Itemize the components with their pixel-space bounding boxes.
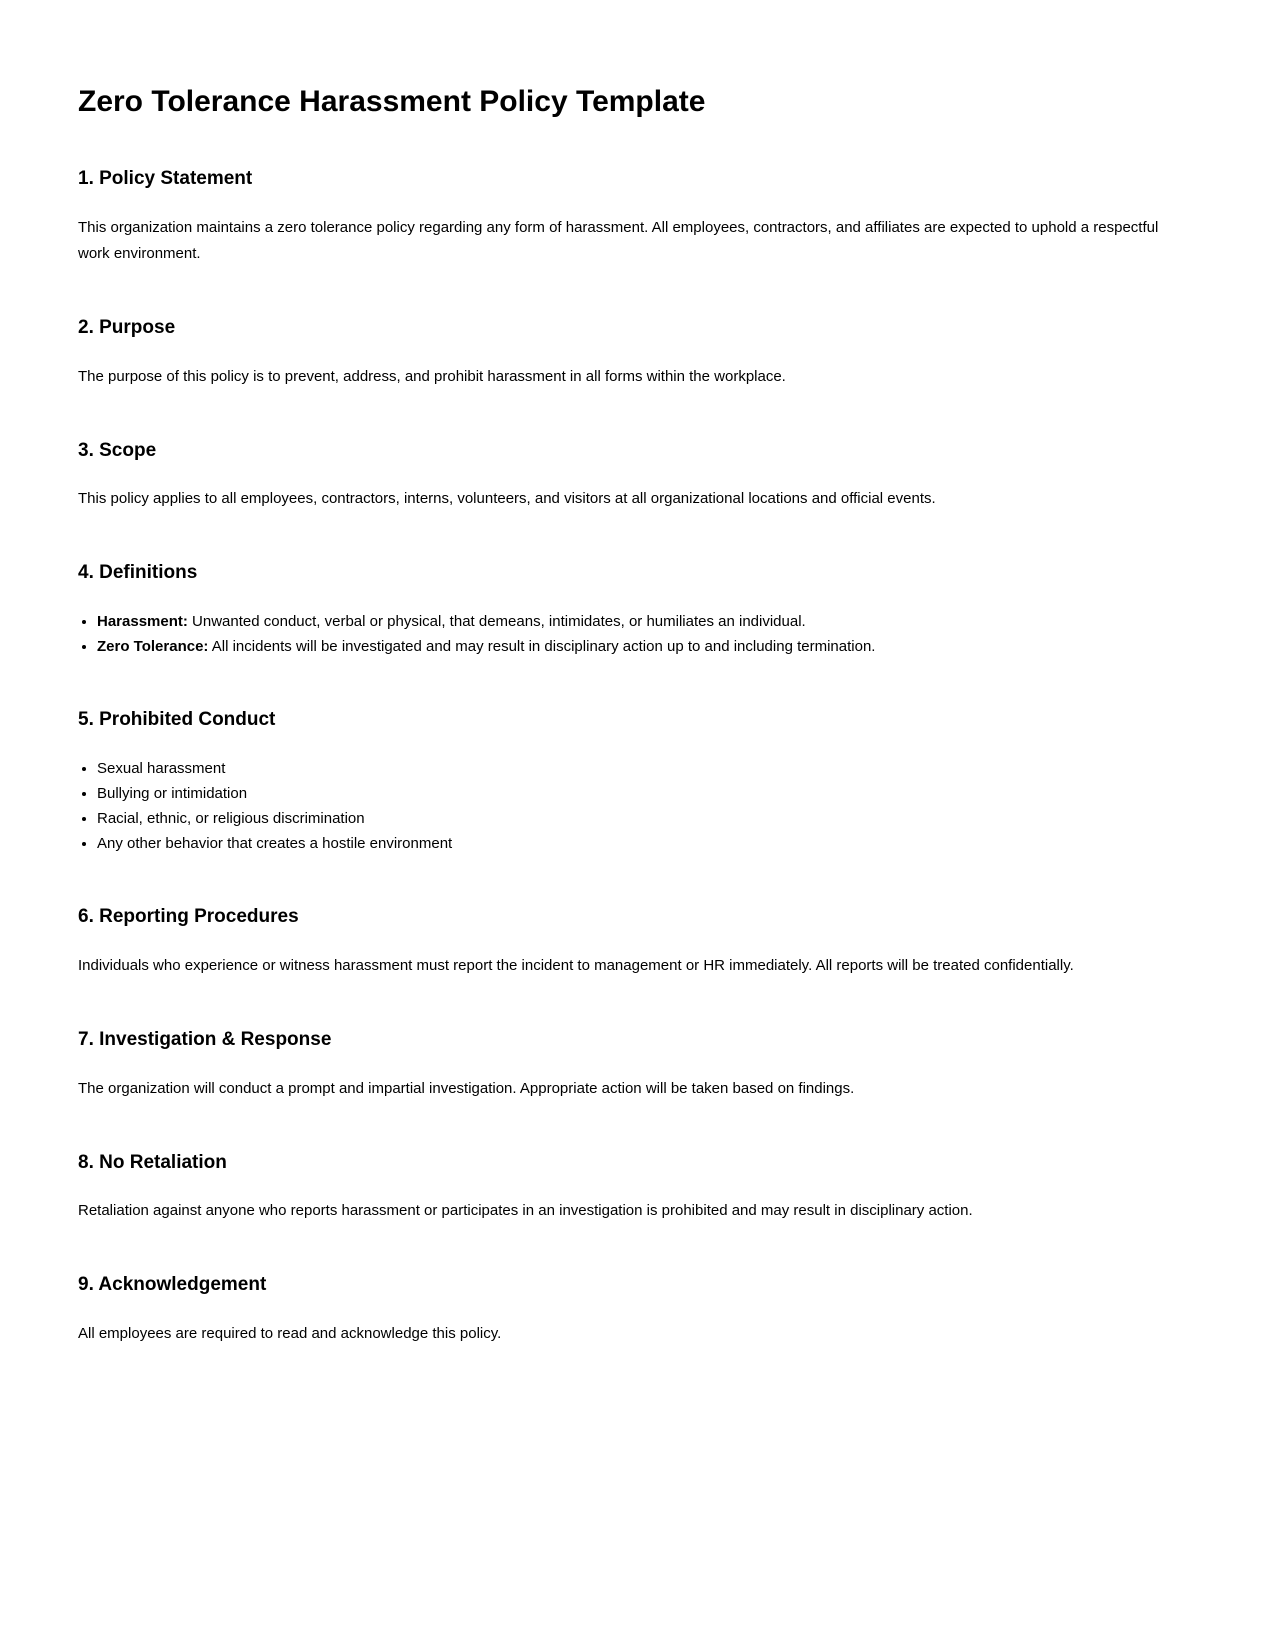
section-paragraph-no-retaliation: Retaliation against anyone who reports harassment or participates in an investigation is prohibited and may result in disciplinary action.: [78, 1202, 973, 1220]
definitions-list: [78, 609, 1185, 659]
section-acknowledgement: [78, 1274, 1185, 1347]
section-heading-prohibited-conduct: 5. Prohibited Conduct: [78, 709, 276, 731]
prohibited-conduct-list: [78, 756, 1185, 856]
section-heading-no-retaliation: 8. No Retaliation: [78, 1151, 227, 1173]
section-no-retaliation: [78, 1152, 1185, 1225]
section-heading-purpose: 2. Purpose: [78, 316, 176, 338]
definition-term: Zero Tolerance:: [97, 638, 209, 656]
section-paragraph-scope: This policy applies to all employees, contractors, interns, volunteers, and visitors at all organizational locations and official events.: [78, 490, 936, 508]
section-heading-definitions: 4. Definitions: [78, 562, 198, 584]
section-heading-policy-statement: 1. Policy Statement: [78, 168, 253, 189]
list-item: • Any other behavior that creates a hostile environment: [97, 831, 1185, 856]
definition-text: Unwanted conduct, verbal or physical, that demeans, intimidates, or humiliates an individual.: [187, 613, 806, 631]
section-heading-scope: 3. Scope: [78, 439, 157, 461]
section-investigation-response: [78, 1029, 1185, 1102]
list-item: • Racial, ethnic, or religious discrimination: [97, 806, 1185, 831]
section-heading-investigation-response: 7. Investigation & Response: [78, 1028, 332, 1050]
list-item: [97, 634, 1185, 659]
section-definitions: [78, 562, 1185, 659]
section-paragraph-policy-statement: This organization maintains a zero tolerance policy regarding any form of harassment. All employees, contractors, and affiliates are expected to uphold a respectful work environment.: [78, 218, 1159, 262]
list-item: [97, 609, 1185, 634]
section-paragraph-investigation-response: The organization will conduct a prompt and impartial investigation. Appropriate action will be taken based on findings.: [78, 1079, 855, 1097]
section-purpose: [78, 317, 1185, 390]
section-heading-acknowledgement: 9. Acknowledgement: [78, 1274, 267, 1296]
section-heading-reporting-procedures: 6. Reporting Procedures: [78, 905, 299, 927]
section-prohibited-conduct: [78, 709, 1185, 856]
section-reporting-procedures: [78, 906, 1185, 979]
definition-text: All incidents will be investigated and may result in disciplinary action up to and including termination.: [208, 638, 876, 656]
document-title: Zero Tolerance Harassment Policy Template: [78, 85, 706, 118]
list-item: • Sexual harassment: [97, 756, 1185, 781]
section-paragraph-purpose: The purpose of this policy is to prevent, address, and prohibit harassment in all forms within the workplace.: [78, 367, 786, 385]
definition-term: Harassment:: [97, 613, 188, 631]
section-paragraph-reporting-procedures: Individuals who experience or witness harassment must report the incident to management or HR immediately. All reports will be treated confidentially.: [78, 956, 1074, 974]
section-paragraph-acknowledgement: All employees are required to read and acknowledge this policy.: [78, 1325, 502, 1343]
section-policy-statement: [78, 168, 1185, 267]
section-scope: [78, 440, 1185, 513]
list-item: • Bullying or intimidation: [97, 781, 1185, 806]
